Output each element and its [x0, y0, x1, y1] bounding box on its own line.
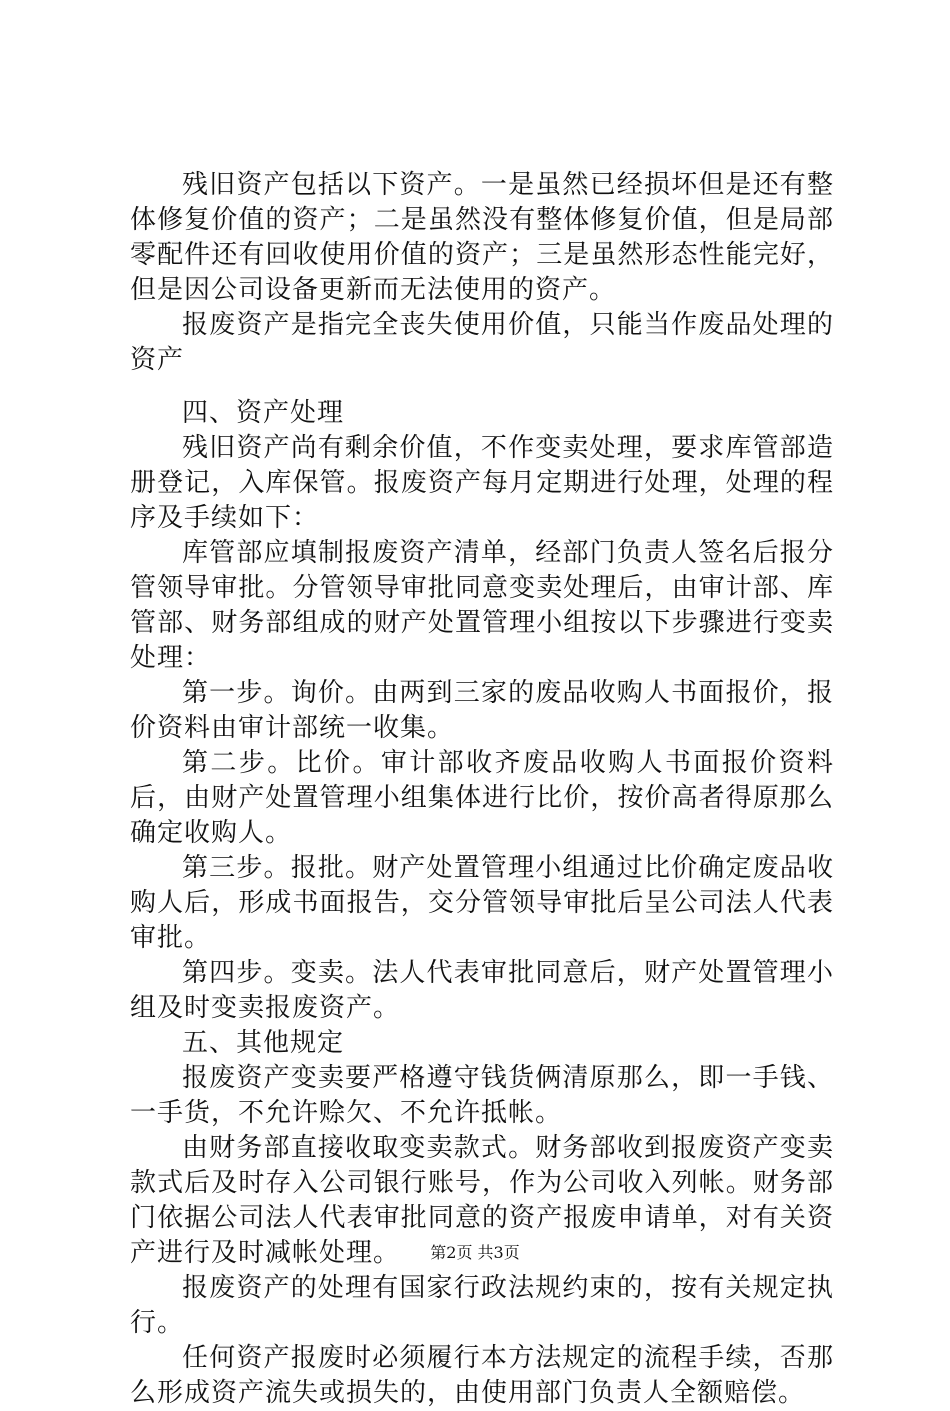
- paragraph-disposal-approval: 库管部应填制报废资产清单，经部门负责人签名后报分管领导审批。分管领导审批同意变卖处理后，由审计部、库管部、财务部组成的财产处置管理小组按以下步骤进行变卖处理：: [130, 538, 834, 673]
- paragraph-residual-assets-definition: 残旧资产包括以下资产。一是虽然已经损坏但是还有整体修复价值的资产；二是虽然没有整体修复价值，但是局部零配件还有回收使用价值的资产；三是虽然形态性能完好，但是因公司设备更新而无法使用的资产。: [130, 170, 834, 305]
- paragraph-compensation: 任何资产报废时必须履行本方法规定的流程手续，否那么形成资产流失或损失的，由使用部门负责人全额赔偿。: [130, 1343, 834, 1408]
- paragraph-disposal-overview: 残旧资产尚有剩余价值，不作变卖处理，要求库管部造册登记，入库保管。报废资产每月定期进行处理，处理的程序及手续如下：: [130, 433, 834, 533]
- paragraph-finance-collection: 由财务部直接收取变卖款式。财务部收到报废资产变卖款式后及时存入公司银行账号，作为公司收入列帐。财务部门依据公司法人代表审批同意的资产报废申请单，对有关资产进行及时减帐处理。: [130, 1133, 834, 1268]
- paragraph-cash-on-delivery: 报废资产变卖要严格遵守钱货俩清原那么，即一手钱、一手货，不允许赊欠、不允许抵帐。: [130, 1063, 834, 1128]
- document-body: [130, 168, 834, 1411]
- paragraph-step-three: 第三步。报批。财产处置管理小组通过比价确定废品收购人后，形成书面报告，交分管领导审批后呈公司法人代表审批。: [130, 853, 834, 953]
- page-number-footer: 第2页 共3页: [430, 1243, 520, 1262]
- paragraph-step-two: 第二步。比价。审计部收齐废品收购人书面报价资料后，由财产处置管理小组集体进行比价，按价高者得原那么确定收购人。: [130, 748, 834, 848]
- section-heading-asset-disposal: 四、资产处理: [182, 398, 345, 428]
- paragraph-step-one: 第一步。询价。由两到三家的废品收购人书面报价，报价资料由审计部统一收集。: [130, 678, 834, 743]
- paragraph-scrapped-assets-definition: 报废资产是指完全丧失使用价值，只能当作废品处理的资产: [130, 310, 834, 375]
- paragraph-step-four: 第四步。变卖。法人代表审批同意后，财产处置管理小组及时变卖报废资产。: [130, 958, 834, 1023]
- paragraph-regulations: 报废资产的处理有国家行政法规约束的，按有关规定执行。: [130, 1273, 834, 1338]
- section-heading-other-rules: 五、其他规定: [182, 1028, 345, 1058]
